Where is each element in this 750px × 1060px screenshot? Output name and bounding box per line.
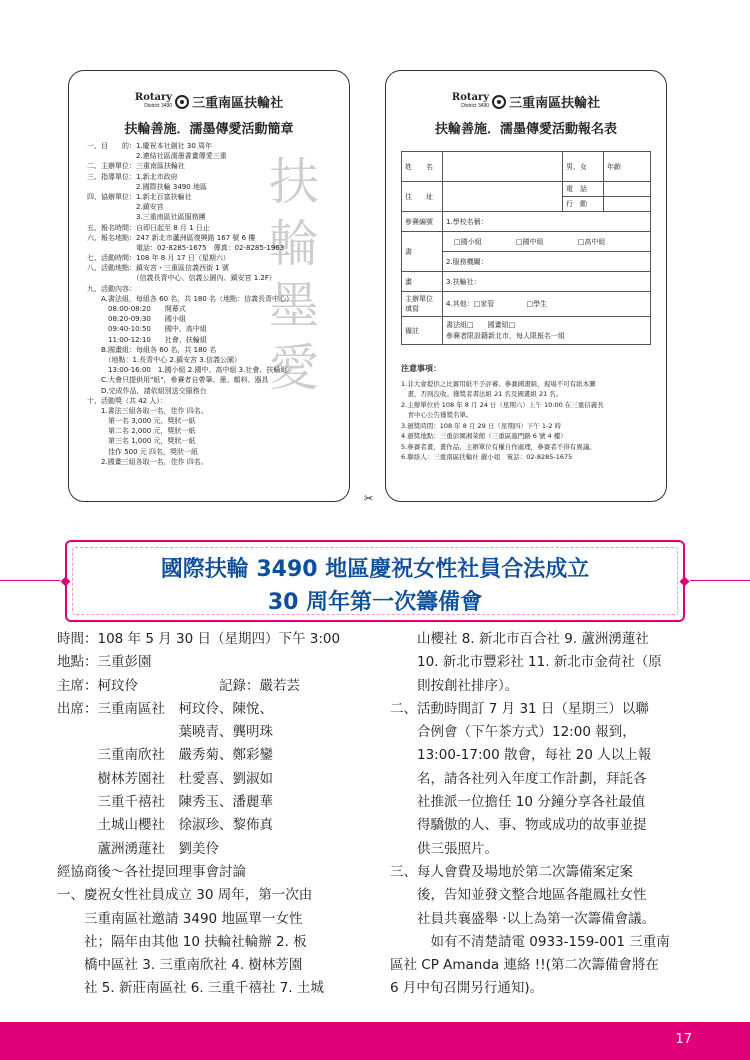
remark-label: 備註: [402, 317, 443, 345]
registration-header: [386, 91, 666, 111]
rule-line: A.書法組，每組各 60 名，共 180 名（地點：信義長青中心）: [87, 294, 294, 303]
minutes-line: 出席：三重南區社 柯玟伶、陳悅、: [57, 700, 273, 717]
note-line: 6.聯絡人：三重南區扶輪社 嚴小姐 電話：02-8285-1675: [401, 453, 573, 461]
gender-label: 男、女: [563, 152, 604, 182]
minutes-line: 供三張照片。: [390, 840, 498, 857]
minutes-right-column: [390, 628, 695, 1001]
rule-line: 08:20-09:30 國小組: [87, 315, 186, 324]
rule-line: 三、指導單位：1.新北市政府: [87, 172, 178, 181]
option-homemaker[interactable]: 4.其他：□家管: [446, 300, 495, 308]
scissors-icon: ✂: [364, 492, 374, 505]
minutes-line: 社 5. 新莊南區社 6. 三重千禧社 7. 土城: [57, 980, 324, 997]
brochure-title: 扶輪善施．濡墨傳愛活動簡章: [124, 122, 294, 137]
option-elementary[interactable]: □國小組: [454, 237, 482, 246]
note-line: 1.非大會提供之比賽用紙不予評審。參賽國畫組，現場不可有紙本圖: [401, 379, 596, 388]
banner-left-rule: [0, 580, 60, 581]
rule-line: 2.國畫三組各取一名，佳作 四名。: [87, 457, 208, 466]
minutes-line: 山櫻社 8. 新北市百合社 9. 蘆洲湧蓮社: [390, 631, 649, 647]
remark-line: 書法組□ 國畫組□: [446, 320, 516, 329]
school-name[interactable]: 1.學校名稱：: [443, 212, 651, 232]
address-field[interactable]: [443, 182, 563, 212]
note-line: 5.參賽者畫、畫作品，主辦單位有權自作處理，參賽者不得有異議。: [401, 442, 596, 451]
rule-line: 09:40-10:50 國中、高中組: [87, 325, 207, 334]
note-line: 青中心公告獲獎名單。: [401, 411, 473, 419]
minutes-line: 後，告知並發文整合地區各龍鳳社女性: [390, 887, 647, 904]
club-name: 三重南區扶輪社: [509, 96, 601, 111]
rule-line: 佳作 500 元 四名，獎狀一紙: [87, 447, 199, 456]
minutes-line: 三重南區社邀請 3490 地區單一女性: [57, 910, 303, 927]
brochure-header: [69, 91, 349, 111]
rule-line: 11:00-12:10 社會、扶輪組: [87, 335, 207, 344]
rotary-logo: Rotary District 3490: [134, 91, 173, 109]
minutes-line: 橋中區社 3. 三重南欣社 4. 樹林芳園: [57, 957, 303, 974]
rule-line: 八、活動地點：鎮安宮・三重區信義西街 1 號: [87, 264, 229, 273]
minutes-line: 一、慶祝女性社員成立 30 周年，第一次由: [57, 887, 313, 904]
minutes-line: 社；隔年由其他 10 扶輪社輪辦 2. 板: [57, 933, 307, 950]
minutes-line: 10. 新北市豐彩社 11. 新北市金荷社（原: [390, 654, 662, 671]
remark-content: [443, 317, 651, 345]
meeting-title-banner: [65, 540, 685, 622]
minutes-line: 時間：108 年 5 月 30 日（星期四）下午 3:00: [57, 631, 341, 647]
rule-line: 第三名 1,000 元，獎狀一紙: [87, 437, 196, 446]
minutes-line: 13:00-17:00 散會，每社 20 人以上報: [390, 747, 652, 764]
rotary-wheel-icon: [175, 95, 189, 109]
rule-line: （地點：1.長青中心 2.鎮安宮 3.信義公園）: [87, 355, 241, 364]
rotary-club-field[interactable]: 3.扶輪社：: [443, 272, 651, 292]
option-senior-high[interactable]: □高中組: [577, 237, 606, 246]
age-label: 年齡: [604, 152, 651, 182]
rule-line: 二、主辦單位：三重南區扶輪社: [87, 162, 185, 171]
minutes-line: 三、每人會費及場地於第二次籌備案定案: [390, 863, 633, 880]
notes-section: [401, 364, 656, 463]
minutes-line: 二、活動時間訂 7 月 31 日（星期三）以聯: [390, 700, 649, 717]
rule-line: 2.鎮安宮: [87, 203, 164, 212]
minutes-line: 三重南欣社 嚴秀菊、鄭彩鑾: [57, 747, 273, 764]
note-line: 3.頒獎時間：108 年 8 月 29 日（星期四）下午 1-2 時: [401, 421, 562, 430]
phone-field[interactable]: [604, 182, 651, 197]
registration-form: [385, 70, 667, 502]
paint-label: 畫: [402, 272, 443, 292]
remark-line: 參賽者限設籍新北市，每人限報名一組: [446, 331, 565, 340]
notes-list: [401, 379, 656, 463]
minutes-line: 6 月中旬召開另行通知)。: [390, 980, 544, 997]
rule-line: 電話：02-8285-1675 傳真：02-8285-1963: [87, 243, 285, 252]
rule-line: 第二名 2,000 元，獎狀一紙: [87, 427, 196, 436]
name-field[interactable]: [443, 152, 563, 182]
rule-line: 七、活動時間：108 年 8 月 17 日（星期六）: [87, 254, 230, 263]
notes-title: 注意事項：: [401, 364, 441, 373]
mobile-label: 行 動: [563, 197, 604, 212]
service-org[interactable]: 2.服務機關：: [443, 252, 651, 272]
address-label: 住 址: [402, 182, 443, 212]
school-level-options[interactable]: [443, 232, 651, 252]
rule-line: 2.國際扶輪 3490 地區: [87, 182, 207, 191]
registration-table: [401, 151, 651, 345]
note-line: 畫，否則沒收。獲獎者書法組 21 名及國畫組 21 名。: [401, 390, 563, 398]
minutes-line: 合例會（下午茶方式）12:00 報到，: [390, 724, 636, 741]
rule-line: B.國畫組：每組各 60 名，共 180 名: [87, 345, 217, 354]
minutes-line: 樹林芳園社 杜愛喜、劉淑如: [57, 770, 273, 787]
rule-line: 六、報名地點：247 新北市蘆洲區復興路 167 號 6 樓: [87, 233, 256, 242]
club-name: 三重南區扶輪社: [192, 96, 284, 111]
other-options[interactable]: [443, 292, 651, 317]
page-footer-bar: [0, 1022, 750, 1060]
rule-line: 1.書法三組各取一名，佳作 四名。: [87, 406, 208, 415]
rule-line: （信義長青中心、信義公園內、鎮安宮 1.2F）: [87, 274, 276, 283]
rule-line: 五、報名時間：自即日起至 8 月 1 日止: [87, 223, 210, 232]
minutes-line: 則按創社排序）。: [390, 677, 519, 694]
minutes-line: 三重千禧社 陳秀玉、潘麗華: [57, 794, 273, 811]
activity-brochure-form: [68, 70, 350, 502]
minutes-left-column: [57, 628, 367, 1001]
minutes-line: 主席：柯玟伶 記錄：嚴若芸: [57, 677, 300, 694]
minutes-line: 蘆洲湧蓮社 劉美伶: [57, 840, 219, 857]
minutes-line: 土城山櫻社 徐淑珍、黎佈真: [57, 817, 273, 834]
minutes-line: 地點：三重彭園: [57, 654, 152, 671]
rule-line: 十、活動獎（共 42 人）：: [87, 396, 167, 405]
rule-line: 08:00-08:20 開幕式: [87, 305, 186, 313]
category-label: 參賽編號: [402, 212, 443, 232]
minutes-line: 名，請各社列入年度工作計劃，拜託各: [390, 770, 647, 787]
page-number: 17: [675, 1032, 692, 1047]
rule-line: 一、目 的：1.慶祝本社創社 30 周年: [87, 142, 213, 150]
rotary-logo: Rotary District 3490: [451, 91, 490, 109]
minutes-line: 社員共襄盛舉 ·以上為第一次籌備會議。: [390, 910, 656, 927]
rule-line: C.大會只提供用"紙"，參賽者自帶筆、墨、顏料、器具: [87, 376, 269, 385]
calligraphy-watermark: 扶輪墨愛: [269, 153, 319, 397]
brochure-rules: [87, 141, 337, 467]
minutes-line: 社推派一位擔任 10 分鐘分享各社最值: [390, 794, 646, 811]
org-label: 主辦單位填寫: [402, 292, 443, 317]
minutes-line: 如有不清楚請電 0933-159-001 三重南: [390, 933, 670, 950]
banner-title-line1: 國際扶輪 3490 地區慶祝女性社員合法成立: [160, 557, 590, 582]
note-line: 2.主辦單位於 108 年 8 月 24 日（星期六）上午 10:00 在三重信義長: [401, 400, 604, 409]
minutes-line: 經協商後～各社提回理事會討論: [57, 863, 246, 880]
rule-line: 第一名 3,000 元，獎狀一紙: [87, 417, 196, 426]
rule-line: 九、活動內容：: [87, 284, 136, 293]
banner-title-line2: 30 周年第一次籌備會: [267, 590, 483, 615]
minutes-line: 區社 CP Amanda 連絡 !!(第二次籌備會將在: [390, 957, 659, 974]
rotary-wheel-icon: [492, 95, 506, 109]
rule-line: 3.三重南區社區服務團: [87, 213, 206, 222]
mobile-field[interactable]: [604, 197, 651, 212]
rule-line: 13:00-16:00 1.國小組 2.國中、高中組 3.社會、扶輪組: [87, 366, 288, 375]
minutes-line: 葉曉青、龔明珠: [57, 724, 273, 741]
rule-line: D.完成作品，請依組別送交服務台: [87, 386, 207, 395]
book-label: 書: [402, 232, 443, 272]
note-line: 4.頒獎地點：三重彭園湘菜館（三重區龍門路 6 號 4 樓）: [401, 432, 567, 440]
banner-right-rule: [690, 580, 750, 581]
rule-line: 2.連結社區濡墨書畫傳愛三重: [87, 152, 227, 161]
option-student[interactable]: □學生: [526, 300, 548, 308]
rule-line: 四、協辦單位：1.新北百富扶輪社: [87, 192, 192, 201]
registration-title: 扶輪善施．濡墨傳愛活動報名表: [434, 122, 617, 137]
phone-label: 電 話: [563, 182, 604, 197]
option-junior-high[interactable]: □國中組: [515, 237, 544, 246]
minutes-line: 得驕傲的人、事、物或成功的故事並提: [390, 817, 647, 834]
name-label: 姓 名: [402, 152, 443, 182]
